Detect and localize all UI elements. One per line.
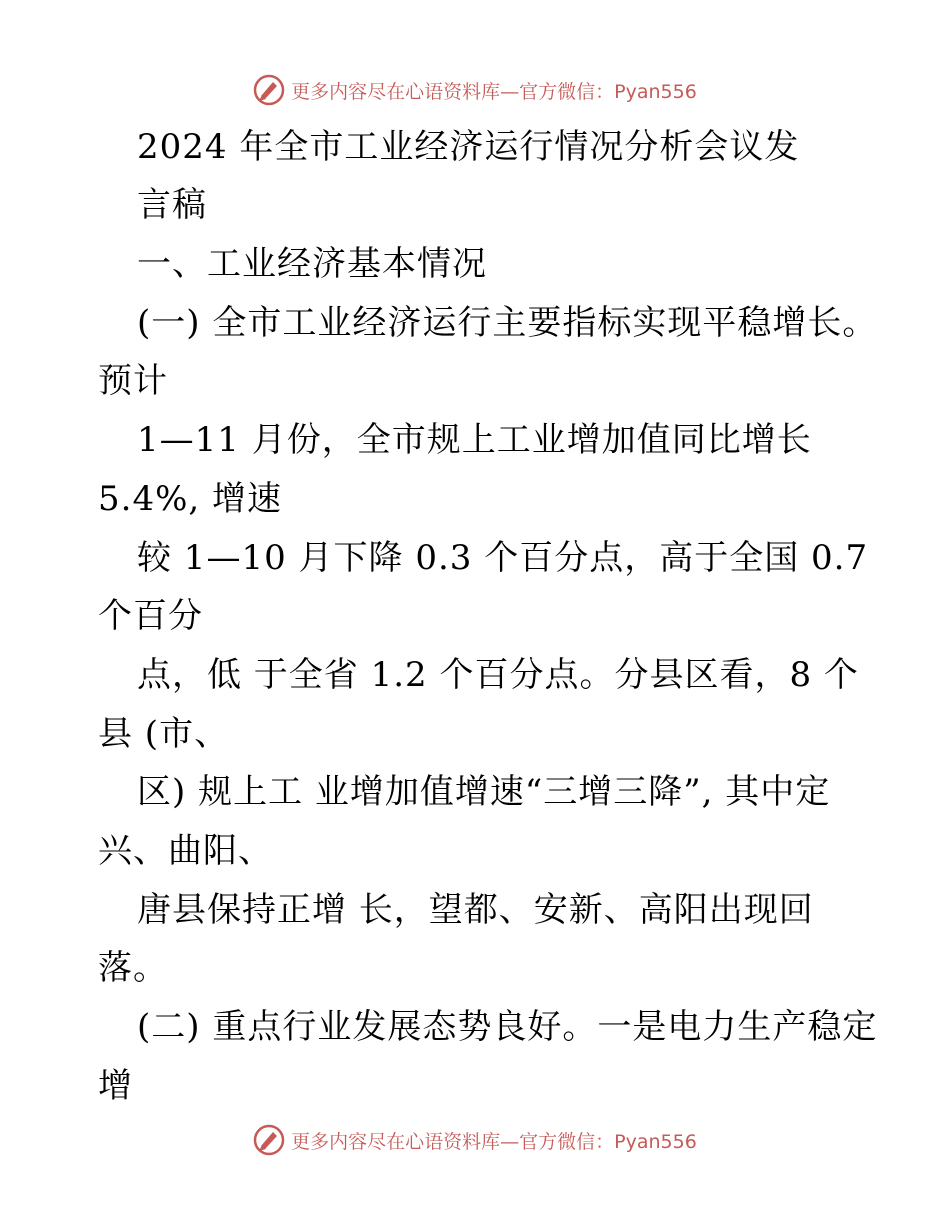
- paragraph-line: 增: [98, 1066, 133, 1106]
- paragraph-line: 点，低 于全省 1.2 个百分点。分县区看，8 个: [137, 655, 859, 695]
- paragraph-line: 兴、曲阳、: [98, 831, 273, 871]
- paragraph-line: (二) 重点行业发展态势良好。一是电力生产稳定: [137, 1007, 878, 1047]
- watermark-id: Pyan556: [614, 1130, 697, 1153]
- footer-watermark: [0, 1120, 950, 1160]
- paragraph-line: 1—11 月份，全市规上工业增加值同比增长: [137, 420, 812, 460]
- paragraph-line: 落。: [98, 948, 168, 988]
- watermark-logo-icon: [253, 74, 285, 106]
- document-title-line-1: 2024 年全市工业经济运行情况分析会议发: [137, 127, 800, 167]
- paragraph-line: 县 (市、: [98, 714, 230, 754]
- watermark-logo-icon: [253, 1124, 285, 1156]
- paragraph-line: 区) 规上工 业增加值增速“三增三降”, 其中定: [137, 772, 831, 812]
- header-watermark: [0, 70, 950, 110]
- paragraph-line: 较 1—10 月下降 0.3 个百分点，高于全国 0.7: [137, 538, 869, 578]
- paragraph-line: 5.4%, 增速: [98, 479, 282, 519]
- watermark-text: 更多内容尽在心语资料库—官方微信：Pyan556: [291, 1130, 697, 1153]
- section-heading: 一、工业经济基本情况: [137, 244, 487, 284]
- paragraph-line: 唐县保持正增 长，望都、安新、高阳出现回: [137, 890, 814, 930]
- watermark-id: Pyan556: [614, 80, 697, 103]
- paragraph-line: (一) 全市工业经济运行主要指标实现平稳增长。: [137, 303, 878, 343]
- paragraph-line: 个百分: [98, 596, 203, 636]
- watermark-text: 更多内容尽在心语资料库—官方微信：Pyan556: [291, 80, 697, 103]
- document-title-line-2: 言稿: [137, 185, 207, 225]
- paragraph-line: 预计: [98, 361, 168, 401]
